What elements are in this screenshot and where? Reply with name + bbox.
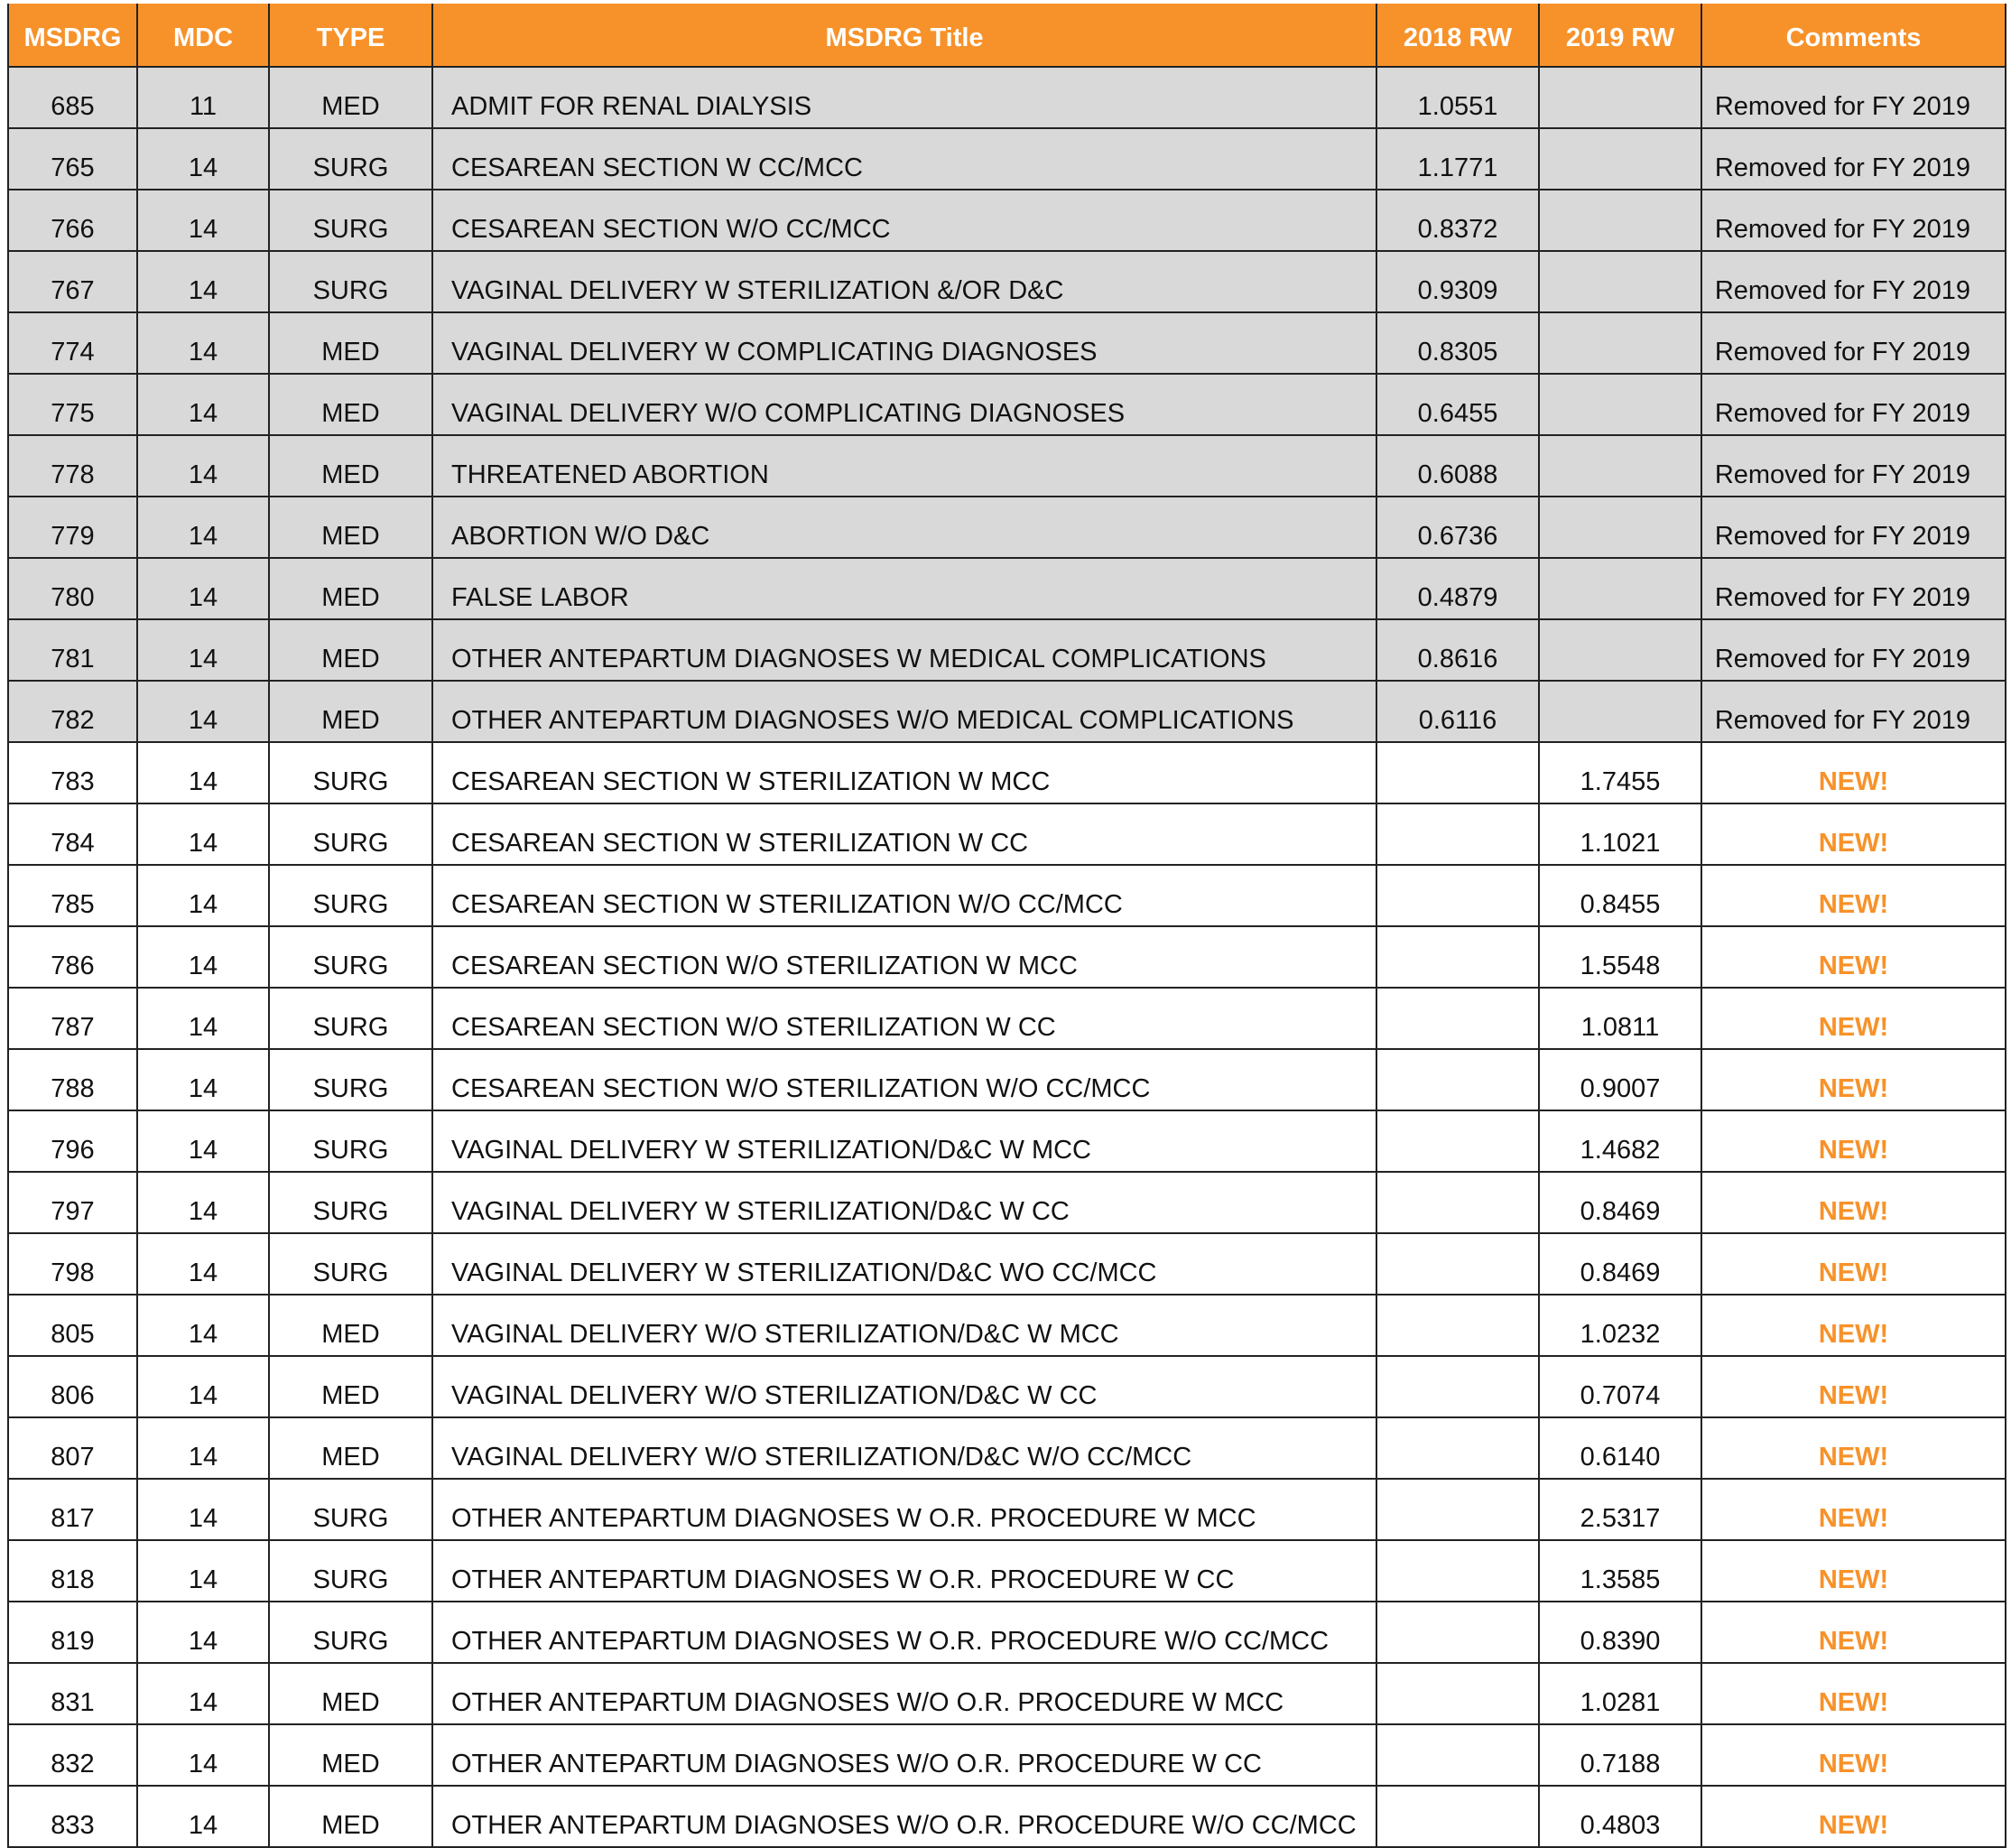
- cell-mdc: 14: [137, 1172, 269, 1233]
- cell-2018-rw: [1376, 988, 1539, 1049]
- table-row: [8, 435, 2006, 497]
- cell-title: OTHER ANTEPARTUM DIAGNOSES W/O O.R. PROCEDURE W CC: [432, 1724, 1376, 1786]
- cell-type: MED: [269, 558, 432, 619]
- cell-2018-rw: 0.6455: [1376, 374, 1539, 435]
- table-row: [8, 742, 2006, 803]
- cell-mdc: 14: [137, 190, 269, 251]
- cell-mdc: 14: [137, 1479, 269, 1540]
- cell-2019-rw: 2.5317: [1539, 1479, 1701, 1540]
- cell-mdc: 14: [137, 681, 269, 742]
- cell-comment: Removed for FY 2019: [1701, 190, 2006, 251]
- cell-msdrg: 805: [8, 1295, 137, 1356]
- cell-2019-rw: [1539, 558, 1701, 619]
- cell-type: MED: [269, 1295, 432, 1356]
- new-badge: NEW!: [1701, 1417, 2006, 1479]
- table-row: [8, 803, 2006, 865]
- header-2018-rw: 2018 RW: [1376, 5, 1539, 68]
- table-row: [8, 1233, 2006, 1295]
- cell-mdc: 14: [137, 558, 269, 619]
- cell-comment: Removed for FY 2019: [1701, 312, 2006, 374]
- msdrg-table: [7, 4, 2006, 1848]
- cell-2018-rw: [1376, 742, 1539, 803]
- cell-msdrg: 798: [8, 1233, 137, 1295]
- cell-msdrg: 784: [8, 803, 137, 865]
- cell-2018-rw: [1376, 1233, 1539, 1295]
- cell-msdrg: 819: [8, 1602, 137, 1663]
- cell-msdrg: 832: [8, 1724, 137, 1786]
- table-row: [8, 1786, 2006, 1847]
- table-header: [8, 5, 2006, 68]
- cell-type: MED: [269, 1356, 432, 1417]
- cell-title: CESAREAN SECTION W STERILIZATION W/O CC/MCC: [432, 865, 1376, 926]
- cell-type: MED: [269, 681, 432, 742]
- new-badge: NEW!: [1701, 865, 2006, 926]
- cell-title: CESAREAN SECTION W/O STERILIZATION W MCC: [432, 926, 1376, 988]
- cell-title: VAGINAL DELIVERY W/O STERILIZATION/D&C W MCC: [432, 1295, 1376, 1356]
- table-row: [8, 1049, 2006, 1110]
- cell-msdrg: 779: [8, 497, 137, 558]
- table-row: [8, 1479, 2006, 1540]
- new-badge: NEW!: [1701, 1110, 2006, 1172]
- cell-2019-rw: [1539, 67, 1701, 128]
- cell-title: VAGINAL DELIVERY W/O COMPLICATING DIAGNOSES: [432, 374, 1376, 435]
- cell-msdrg: 796: [8, 1110, 137, 1172]
- cell-2018-rw: [1376, 1295, 1539, 1356]
- cell-title: VAGINAL DELIVERY W STERILIZATION/D&C WO CC/MCC: [432, 1233, 1376, 1295]
- new-badge: NEW!: [1701, 1786, 2006, 1847]
- cell-2018-rw: [1376, 1786, 1539, 1847]
- table-row: [8, 1356, 2006, 1417]
- cell-type: SURG: [269, 1540, 432, 1602]
- cell-2019-rw: 0.7074: [1539, 1356, 1701, 1417]
- new-badge: NEW!: [1701, 1356, 2006, 1417]
- cell-comment: Removed for FY 2019: [1701, 67, 2006, 128]
- new-badge: NEW!: [1701, 1540, 2006, 1602]
- cell-mdc: 14: [137, 435, 269, 497]
- header-type: TYPE: [269, 5, 432, 68]
- cell-2018-rw: 1.0551: [1376, 67, 1539, 128]
- cell-2018-rw: [1376, 926, 1539, 988]
- cell-2018-rw: 0.9309: [1376, 251, 1539, 312]
- cell-msdrg: 831: [8, 1663, 137, 1724]
- cell-2018-rw: [1376, 1663, 1539, 1724]
- cell-mdc: 14: [137, 1049, 269, 1110]
- cell-msdrg: 833: [8, 1786, 137, 1847]
- cell-2018-rw: [1376, 1602, 1539, 1663]
- table-row: [8, 1417, 2006, 1479]
- cell-msdrg: 818: [8, 1540, 137, 1602]
- cell-type: MED: [269, 312, 432, 374]
- cell-2019-rw: [1539, 681, 1701, 742]
- cell-type: MED: [269, 1663, 432, 1724]
- cell-mdc: 14: [137, 1540, 269, 1602]
- cell-type: SURG: [269, 988, 432, 1049]
- cell-type: MED: [269, 374, 432, 435]
- table-row: [8, 558, 2006, 619]
- cell-mdc: 14: [137, 1356, 269, 1417]
- new-badge: NEW!: [1701, 1602, 2006, 1663]
- table-row: [8, 190, 2006, 251]
- cell-msdrg: 807: [8, 1417, 137, 1479]
- cell-mdc: 14: [137, 926, 269, 988]
- table-row: [8, 374, 2006, 435]
- new-badge: NEW!: [1701, 1663, 2006, 1724]
- cell-2018-rw: 1.1771: [1376, 128, 1539, 190]
- new-badge: NEW!: [1701, 1049, 2006, 1110]
- cell-2018-rw: 0.6736: [1376, 497, 1539, 558]
- cell-2019-rw: 0.4803: [1539, 1786, 1701, 1847]
- new-badge: NEW!: [1701, 1295, 2006, 1356]
- cell-msdrg: 787: [8, 988, 137, 1049]
- cell-type: SURG: [269, 1233, 432, 1295]
- cell-title: VAGINAL DELIVERY W STERILIZATION/D&C W MCC: [432, 1110, 1376, 1172]
- cell-type: SURG: [269, 251, 432, 312]
- cell-2018-rw: [1376, 1540, 1539, 1602]
- cell-msdrg: 780: [8, 558, 137, 619]
- table-row: [8, 1110, 2006, 1172]
- cell-2018-rw: 0.4879: [1376, 558, 1539, 619]
- header-comments: Comments: [1701, 5, 2006, 68]
- cell-mdc: 14: [137, 1602, 269, 1663]
- new-badge: NEW!: [1701, 1172, 2006, 1233]
- cell-title: CESAREAN SECTION W/O STERILIZATION W CC: [432, 988, 1376, 1049]
- cell-mdc: 14: [137, 865, 269, 926]
- cell-mdc: 14: [137, 312, 269, 374]
- cell-msdrg: 786: [8, 926, 137, 988]
- header-mdc: MDC: [137, 5, 269, 68]
- table-row: [8, 67, 2006, 128]
- cell-2019-rw: 1.3585: [1539, 1540, 1701, 1602]
- cell-msdrg: 781: [8, 619, 137, 681]
- cell-title: OTHER ANTEPARTUM DIAGNOSES W O.R. PROCEDURE W MCC: [432, 1479, 1376, 1540]
- cell-mdc: 14: [137, 742, 269, 803]
- cell-2019-rw: 0.8390: [1539, 1602, 1701, 1663]
- cell-msdrg: 788: [8, 1049, 137, 1110]
- cell-type: SURG: [269, 865, 432, 926]
- new-badge: NEW!: [1701, 1724, 2006, 1786]
- cell-msdrg: 685: [8, 67, 137, 128]
- cell-msdrg: 817: [8, 1479, 137, 1540]
- cell-2018-rw: 0.6116: [1376, 681, 1539, 742]
- cell-2018-rw: [1376, 1172, 1539, 1233]
- cell-2019-rw: 0.6140: [1539, 1417, 1701, 1479]
- cell-msdrg: 783: [8, 742, 137, 803]
- cell-2018-rw: 0.8616: [1376, 619, 1539, 681]
- table-body: [8, 67, 2006, 1847]
- cell-2018-rw: [1376, 1110, 1539, 1172]
- cell-2018-rw: 0.8305: [1376, 312, 1539, 374]
- new-badge: NEW!: [1701, 742, 2006, 803]
- cell-title: VAGINAL DELIVERY W STERILIZATION &/OR D&C: [432, 251, 1376, 312]
- cell-title: VAGINAL DELIVERY W COMPLICATING DIAGNOSES: [432, 312, 1376, 374]
- cell-type: MED: [269, 1417, 432, 1479]
- cell-type: SURG: [269, 1602, 432, 1663]
- cell-mdc: 14: [137, 251, 269, 312]
- table-row: [8, 1663, 2006, 1724]
- cell-2019-rw: 0.9007: [1539, 1049, 1701, 1110]
- cell-mdc: 14: [137, 497, 269, 558]
- cell-mdc: 14: [137, 1786, 269, 1847]
- cell-msdrg: 766: [8, 190, 137, 251]
- cell-2019-rw: [1539, 435, 1701, 497]
- cell-title: CESAREAN SECTION W STERILIZATION W MCC: [432, 742, 1376, 803]
- cell-2018-rw: [1376, 865, 1539, 926]
- cell-title: VAGINAL DELIVERY W/O STERILIZATION/D&C W CC: [432, 1356, 1376, 1417]
- cell-2019-rw: [1539, 312, 1701, 374]
- cell-title: ADMIT FOR RENAL DIALYSIS: [432, 67, 1376, 128]
- cell-title: FALSE LABOR: [432, 558, 1376, 619]
- cell-mdc: 11: [137, 67, 269, 128]
- cell-msdrg: 774: [8, 312, 137, 374]
- cell-msdrg: 778: [8, 435, 137, 497]
- cell-comment: Removed for FY 2019: [1701, 435, 2006, 497]
- new-badge: NEW!: [1701, 1233, 2006, 1295]
- cell-type: MED: [269, 619, 432, 681]
- cell-title: OTHER ANTEPARTUM DIAGNOSES W/O O.R. PROCEDURE W/O CC/MCC: [432, 1786, 1376, 1847]
- table-row: [8, 251, 2006, 312]
- cell-title: CESAREAN SECTION W/O STERILIZATION W/O CC/MCC: [432, 1049, 1376, 1110]
- cell-2018-rw: [1376, 803, 1539, 865]
- cell-title: ABORTION W/O D&C: [432, 497, 1376, 558]
- cell-mdc: 14: [137, 619, 269, 681]
- cell-2018-rw: [1376, 1049, 1539, 1110]
- cell-2019-rw: 0.8469: [1539, 1233, 1701, 1295]
- cell-2019-rw: [1539, 619, 1701, 681]
- cell-mdc: 14: [137, 803, 269, 865]
- cell-type: MED: [269, 435, 432, 497]
- cell-type: SURG: [269, 1049, 432, 1110]
- table-row: [8, 681, 2006, 742]
- table-row: [8, 1602, 2006, 1663]
- cell-mdc: 14: [137, 1110, 269, 1172]
- cell-mdc: 14: [137, 374, 269, 435]
- cell-2019-rw: 1.5548: [1539, 926, 1701, 988]
- cell-msdrg: 765: [8, 128, 137, 190]
- cell-mdc: 14: [137, 128, 269, 190]
- header-2019-rw: 2019 RW: [1539, 5, 1701, 68]
- cell-type: SURG: [269, 742, 432, 803]
- cell-2019-rw: 1.4682: [1539, 1110, 1701, 1172]
- table-row: [8, 1295, 2006, 1356]
- msdrg-table-sheet: [7, 4, 2005, 1848]
- cell-2019-rw: 0.8469: [1539, 1172, 1701, 1233]
- cell-title: THREATENED ABORTION: [432, 435, 1376, 497]
- cell-2019-rw: [1539, 374, 1701, 435]
- table-row: [8, 312, 2006, 374]
- cell-title: OTHER ANTEPARTUM DIAGNOSES W O.R. PROCEDURE W/O CC/MCC: [432, 1602, 1376, 1663]
- cell-2018-rw: [1376, 1479, 1539, 1540]
- cell-comment: Removed for FY 2019: [1701, 619, 2006, 681]
- cell-title: VAGINAL DELIVERY W STERILIZATION/D&C W CC: [432, 1172, 1376, 1233]
- table-row: [8, 865, 2006, 926]
- cell-msdrg: 785: [8, 865, 137, 926]
- cell-type: MED: [269, 497, 432, 558]
- cell-2018-rw: [1376, 1356, 1539, 1417]
- table-row: [8, 1724, 2006, 1786]
- cell-title: OTHER ANTEPARTUM DIAGNOSES W/O MEDICAL COMPLICATIONS: [432, 681, 1376, 742]
- cell-msdrg: 767: [8, 251, 137, 312]
- cell-title: CESAREAN SECTION W CC/MCC: [432, 128, 1376, 190]
- cell-mdc: 14: [137, 1295, 269, 1356]
- cell-mdc: 14: [137, 1724, 269, 1786]
- cell-type: SURG: [269, 926, 432, 988]
- cell-msdrg: 806: [8, 1356, 137, 1417]
- cell-2019-rw: 1.0281: [1539, 1663, 1701, 1724]
- cell-2019-rw: 1.7455: [1539, 742, 1701, 803]
- cell-title: OTHER ANTEPARTUM DIAGNOSES W O.R. PROCEDURE W CC: [432, 1540, 1376, 1602]
- cell-comment: Removed for FY 2019: [1701, 251, 2006, 312]
- new-badge: NEW!: [1701, 803, 2006, 865]
- cell-2018-rw: 0.8372: [1376, 190, 1539, 251]
- cell-2019-rw: 0.7188: [1539, 1724, 1701, 1786]
- cell-title: VAGINAL DELIVERY W/O STERILIZATION/D&C W/O CC/MCC: [432, 1417, 1376, 1479]
- cell-type: SURG: [269, 803, 432, 865]
- new-badge: NEW!: [1701, 926, 2006, 988]
- new-badge: NEW!: [1701, 988, 2006, 1049]
- header-row: [8, 5, 2006, 68]
- cell-2018-rw: [1376, 1417, 1539, 1479]
- table-row: [8, 1540, 2006, 1602]
- cell-msdrg: 782: [8, 681, 137, 742]
- cell-type: MED: [269, 67, 432, 128]
- cell-2019-rw: [1539, 128, 1701, 190]
- cell-2019-rw: [1539, 251, 1701, 312]
- cell-mdc: 14: [137, 1417, 269, 1479]
- cell-mdc: 14: [137, 1233, 269, 1295]
- cell-title: OTHER ANTEPARTUM DIAGNOSES W MEDICAL COMPLICATIONS: [432, 619, 1376, 681]
- new-badge: NEW!: [1701, 1479, 2006, 1540]
- cell-msdrg: 775: [8, 374, 137, 435]
- table-row: [8, 988, 2006, 1049]
- cell-2019-rw: [1539, 497, 1701, 558]
- cell-mdc: 14: [137, 1663, 269, 1724]
- cell-type: MED: [269, 1724, 432, 1786]
- cell-2019-rw: 1.0811: [1539, 988, 1701, 1049]
- cell-type: SURG: [269, 1172, 432, 1233]
- cell-2019-rw: 0.8455: [1539, 865, 1701, 926]
- cell-2019-rw: 1.0232: [1539, 1295, 1701, 1356]
- header-msdrg: MSDRG: [8, 5, 137, 68]
- cell-type: SURG: [269, 190, 432, 251]
- cell-comment: Removed for FY 2019: [1701, 128, 2006, 190]
- cell-comment: Removed for FY 2019: [1701, 497, 2006, 558]
- cell-type: SURG: [269, 1110, 432, 1172]
- cell-2018-rw: 0.6088: [1376, 435, 1539, 497]
- cell-2019-rw: [1539, 190, 1701, 251]
- cell-type: SURG: [269, 128, 432, 190]
- cell-comment: Removed for FY 2019: [1701, 681, 2006, 742]
- cell-2018-rw: [1376, 1724, 1539, 1786]
- cell-type: SURG: [269, 1479, 432, 1540]
- cell-title: CESAREAN SECTION W STERILIZATION W CC: [432, 803, 1376, 865]
- table-row: [8, 926, 2006, 988]
- cell-title: CESAREAN SECTION W/O CC/MCC: [432, 190, 1376, 251]
- cell-2019-rw: 1.1021: [1539, 803, 1701, 865]
- table-row: [8, 128, 2006, 190]
- table-row: [8, 1172, 2006, 1233]
- cell-comment: Removed for FY 2019: [1701, 374, 2006, 435]
- cell-mdc: 14: [137, 988, 269, 1049]
- cell-msdrg: 797: [8, 1172, 137, 1233]
- cell-type: MED: [269, 1786, 432, 1847]
- table-row: [8, 497, 2006, 558]
- cell-comment: Removed for FY 2019: [1701, 558, 2006, 619]
- header-title: MSDRG Title: [432, 5, 1376, 68]
- table-row: [8, 619, 2006, 681]
- cell-title: OTHER ANTEPARTUM DIAGNOSES W/O O.R. PROCEDURE W MCC: [432, 1663, 1376, 1724]
